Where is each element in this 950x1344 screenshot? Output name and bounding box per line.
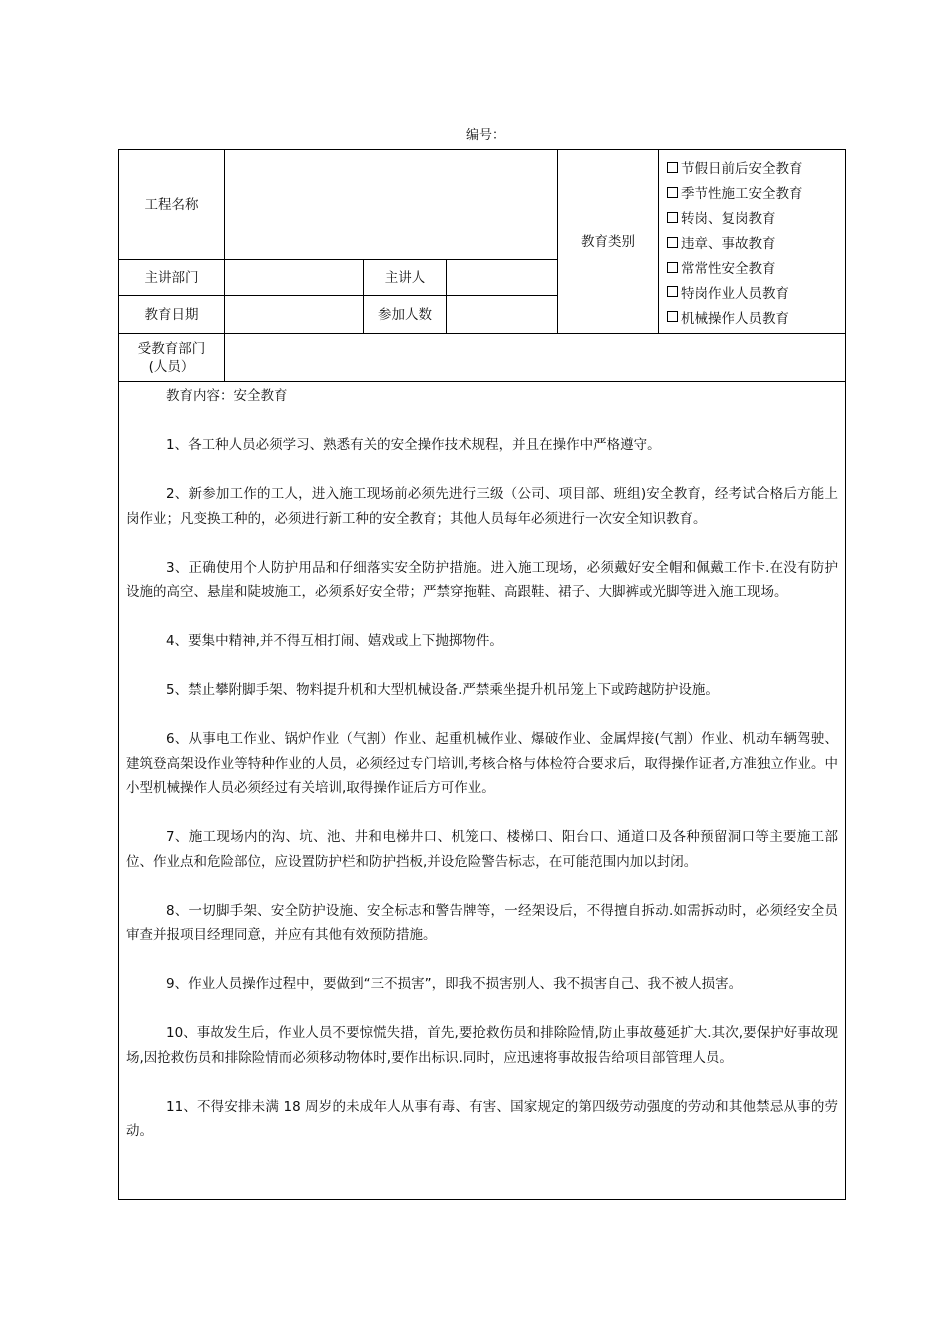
edu-type-option[interactable] <box>664 155 803 180</box>
edu-type-option-label: 特岗作业人员教育 <box>681 285 789 302</box>
project-name-label: 工程名称 <box>144 196 199 213</box>
edu-date-label: 教育日期 <box>144 306 199 323</box>
content-item: 3、正确使用个人防护用品和仔细落实安全防护措施。进入施工现场，必须戴好安全帽和佩戴工作卡.在没有防护设施的高空、悬崖和陡坡施工，必须系好安全带；严禁穿拖鞋、高跟鞋、裙子、大脚裤或光脚等进入施工现场。 <box>126 559 838 600</box>
content-item: 5、禁止攀附脚手架、物料提升机和大型机械设备.严禁乘坐提升机吊笼上下或跨越防护设施。 <box>166 682 719 698</box>
trainee-dept-label-line1: 受教育部门 <box>137 340 206 357</box>
edu-type-option[interactable] <box>664 279 803 304</box>
checkbox-icon[interactable] <box>667 237 678 248</box>
row-divider <box>118 381 846 382</box>
content-item: 4、要集中精神,并不得互相打闹、嬉戏或上下抛掷物件。 <box>166 633 503 649</box>
edu-type-option[interactable] <box>664 205 803 230</box>
participants-label: 参加人数 <box>378 306 432 323</box>
checkbox-icon[interactable] <box>667 262 678 273</box>
edu-type-option-label: 违章、事故教育 <box>681 236 776 253</box>
edu-type-option-label: 节假日前后安全教育 <box>681 161 803 178</box>
edu-type-option[interactable] <box>664 255 803 280</box>
lecturer-value[interactable] <box>447 260 557 295</box>
edu-type-option-label: 季节性施工安全教育 <box>681 186 803 203</box>
lecture-dept-label: 主讲部门 <box>144 269 199 286</box>
serial-number-label: 编号： <box>466 128 506 143</box>
participants-value[interactable] <box>447 296 557 333</box>
content-item: 8、一切脚手架、安全防护设施、安全标志和警告牌等，一经架设后，不得擅自拆动.如需拆动时，必须经安全员审查并报项目经理同意，并应有其他有效预防措施。 <box>126 902 838 943</box>
trainee-dept-label-line2: (人员） <box>148 358 195 375</box>
content-item: 10、事故发生后，作业人员不要惊慌失措，首先,要抢救伤员和排除险情,防止事故蔓延扩大.其次,要保护好事故现场,因抢救伤员和排除险情而必须移动物体时,要作出标识.同时，应迅速将事故报告给项目部管理人员。 <box>126 1025 838 1066</box>
content-item: 7、施工现场内的沟、坑、池、井和电梯井口、机笼口、楼梯口、阳台口、通道口及各种预留洞口等主要施工部位、作业点和危险部位，应设置防护栏和防护挡板,并设危险警告标志，在可能范围内加以封闭。 <box>126 829 838 870</box>
edu-date-value[interactable] <box>225 296 363 333</box>
content-item: 11、不得安排未满 18 周岁的未成年人从事有毒、有害、国家规定的第四级劳动强度的劳动和其他禁忌从事的劳动。 <box>126 1098 838 1139</box>
trainee-dept-value[interactable] <box>225 334 845 381</box>
edu-type-option-label: 转岗、复岗教育 <box>681 211 776 228</box>
column-divider <box>658 149 659 333</box>
lecturer-label: 主讲人 <box>384 269 426 286</box>
edu-type-option-label: 常常性安全教育 <box>681 261 776 277</box>
checkbox-icon[interactable] <box>667 311 678 322</box>
edu-type-option[interactable] <box>664 180 803 205</box>
checkbox-icon[interactable] <box>667 212 678 223</box>
content-item: 9、作业人员操作过程中，要做到“三不损害”，即我不损害别人、我不损害自己、我不被人损害。 <box>166 976 743 992</box>
content-item: 1、各工种人员必须学习、熟悉有关的安全操作技术规程，并且在操作中严格遵守。 <box>166 437 661 453</box>
edu-type-option[interactable] <box>664 230 803 255</box>
lecture-dept-value[interactable] <box>225 260 363 295</box>
content-item: 6、从事电工作业、锅炉作业（气割）作业、起重机械作业、爆破作业、金属焊接(气割）作业、机动车辆驾驶、建筑登高架设作业等特种作业的人员，必须经过专门培训,考核合格与体检符合要求后，取得操作证者,方准独立作业。中小型机械操作人员必须经过有关培训,取得操作证后方可作业。 <box>126 731 838 796</box>
edu-type-option[interactable] <box>664 304 803 329</box>
project-name-value[interactable] <box>225 150 557 259</box>
edu-type-option-label: 机械操作人员教育 <box>681 310 789 327</box>
trainee-dept-label <box>119 334 224 381</box>
checkbox-icon[interactable] <box>667 286 678 297</box>
education-content <box>126 384 838 1144</box>
edu-type-options <box>664 155 803 329</box>
content-item: 2、新参加工作的工人，进入施工现场前必须先进行三级（公司、项目部、班组)安全教育，经考试合格后方能上岗作业；凡变换工种的，必须进行新工种的安全教育；其他人员每年必须进行一次安全知识教育。 <box>126 486 838 527</box>
content-heading: 教育内容：安全教育 <box>166 388 288 404</box>
edu-type-label: 教育类别 <box>581 233 635 250</box>
checkbox-icon[interactable] <box>667 162 678 173</box>
checkbox-icon[interactable] <box>667 187 678 198</box>
